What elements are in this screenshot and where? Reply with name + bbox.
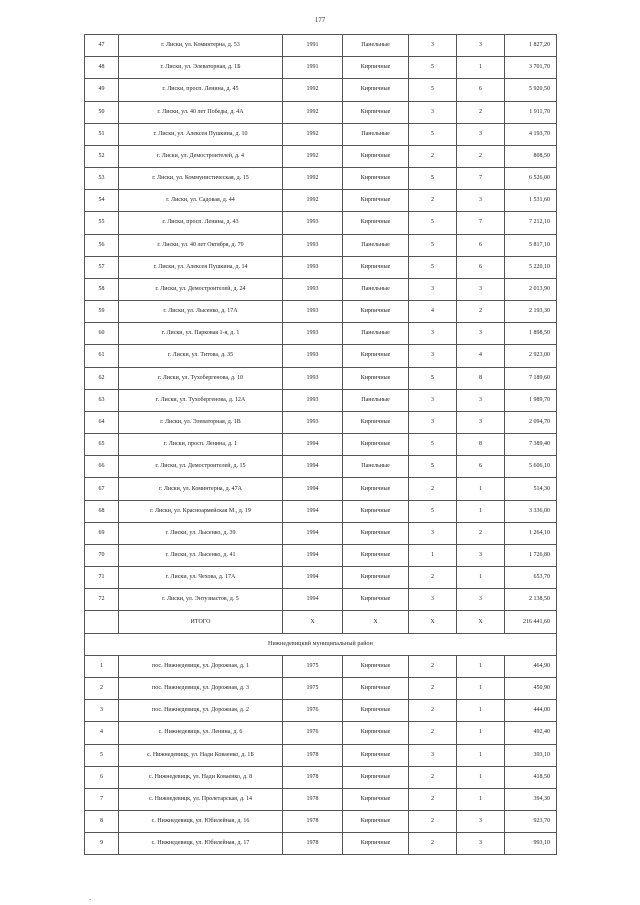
totals-material: X [343, 611, 409, 633]
row-number: 55 [85, 212, 119, 234]
row-address: г. Лиски, ул. Коминтерна, д. 53 [119, 35, 283, 57]
table-row [85, 544, 557, 566]
row-floors: 2 [409, 700, 457, 722]
table-row [85, 190, 557, 212]
table-row [85, 811, 557, 833]
row-year: 1994 [283, 544, 343, 566]
row-entrances: 3 [457, 35, 505, 57]
row-year: 1993 [283, 278, 343, 300]
row-entrances: 3 [457, 411, 505, 433]
row-year: 1994 [283, 434, 343, 456]
row-address: г. Лиски, ул. Демостроителей, д. 4 [119, 145, 283, 167]
row-area: 1 726,80 [505, 544, 557, 566]
row-number: 2 [85, 677, 119, 699]
row-entrances: 1 [457, 500, 505, 522]
table-body-lisky [85, 35, 557, 611]
row-year: 1994 [283, 522, 343, 544]
row-year: 1993 [283, 256, 343, 278]
row-number: 4 [85, 722, 119, 744]
table-row [85, 367, 557, 389]
row-area: 993,10 [505, 833, 557, 855]
row-year: 1978 [283, 811, 343, 833]
row-entrances: 1 [457, 655, 505, 677]
row-number: 71 [85, 567, 119, 589]
row-year: 1994 [283, 567, 343, 589]
row-number: 9 [85, 833, 119, 855]
row-material: Кирпичные [343, 567, 409, 589]
row-material: Панельные [343, 123, 409, 145]
row-area: 1 827,20 [505, 35, 557, 57]
row-area: 2 138,50 [505, 589, 557, 611]
row-year: 1993 [283, 234, 343, 256]
row-area: 5 920,50 [505, 79, 557, 101]
row-area: 394,30 [505, 788, 557, 810]
row-area: 464,90 [505, 655, 557, 677]
row-number: 66 [85, 456, 119, 478]
row-year: 1993 [283, 212, 343, 234]
row-floors: 3 [409, 411, 457, 433]
row-area: 492,40 [505, 722, 557, 744]
totals-label: ИТОГО [119, 611, 283, 633]
row-material: Кирпичные [343, 256, 409, 278]
row-floors: 3 [409, 323, 457, 345]
row-year: 1993 [283, 323, 343, 345]
row-address: с. Нижнедевицк, ул. Ленина, д. 6 [119, 722, 283, 744]
row-address: г. Лиски, ул. Коминтерна, д. 47А [119, 478, 283, 500]
row-entrances: 6 [457, 234, 505, 256]
row-floors: 2 [409, 788, 457, 810]
row-year: 1975 [283, 655, 343, 677]
row-material: Кирпичные [343, 345, 409, 367]
row-entrances: 6 [457, 79, 505, 101]
row-entrances: 3 [457, 323, 505, 345]
row-floors: 2 [409, 833, 457, 855]
row-material: Кирпичные [343, 411, 409, 433]
table-row [85, 323, 557, 345]
row-entrances: 6 [457, 256, 505, 278]
row-address: г. Лиски, ул. Демостроителей, д. 24 [119, 278, 283, 300]
row-area: 2 094,70 [505, 411, 557, 433]
row-year: 1992 [283, 123, 343, 145]
row-area: 808,50 [505, 145, 557, 167]
row-area: 7 189,60 [505, 367, 557, 389]
row-number: 50 [85, 101, 119, 123]
row-address: пос. Нижнедевицк, ул. Дорожная, д. 1 [119, 655, 283, 677]
row-floors: 3 [409, 101, 457, 123]
row-material: Кирпичные [343, 79, 409, 101]
row-area: 2 013,90 [505, 278, 557, 300]
row-year: 1994 [283, 456, 343, 478]
table-row [85, 168, 557, 190]
row-floors: 3 [409, 35, 457, 57]
row-year: 1976 [283, 722, 343, 744]
row-floors: 5 [409, 168, 457, 190]
row-entrances: 1 [457, 567, 505, 589]
row-number: 8 [85, 811, 119, 833]
table-row [85, 301, 557, 323]
row-address: г. Лиски, ул. Элеваторная, д. 1В [119, 411, 283, 433]
row-address: г. Лиски, ул. Парковая 1-я, д. 1 [119, 323, 283, 345]
table-totals [85, 611, 557, 655]
row-floors: 3 [409, 278, 457, 300]
row-address: г. Лиски, ул. 40 лет Победы, д. 4А [119, 101, 283, 123]
row-entrances: 3 [457, 190, 505, 212]
row-material: Кирпичные [343, 478, 409, 500]
table-row [85, 722, 557, 744]
row-material: Кирпичные [343, 722, 409, 744]
row-address: с. Нижнедевицк, ул. Пролетарская, д. 14 [119, 788, 283, 810]
row-number: 7 [85, 788, 119, 810]
row-address: г. Лиски, ул. Коммунистическая, д. 15 [119, 168, 283, 190]
row-year: 1993 [283, 389, 343, 411]
row-floors: 2 [409, 190, 457, 212]
table-row [85, 788, 557, 810]
table-row [85, 766, 557, 788]
row-entrances: 1 [457, 57, 505, 79]
row-material: Кирпичные [343, 589, 409, 611]
bottom-mark: · [89, 896, 92, 904]
row-address: г. Лиски, просп. Ленина, д. 45 [119, 79, 283, 101]
row-floors: 2 [409, 567, 457, 589]
row-area: 1 531,60 [505, 190, 557, 212]
row-year: 1994 [283, 589, 343, 611]
row-number: 67 [85, 478, 119, 500]
row-floors: 2 [409, 145, 457, 167]
row-area: 3 336,00 [505, 500, 557, 522]
row-floors: 3 [409, 744, 457, 766]
row-year: 1992 [283, 101, 343, 123]
row-material: Панельные [343, 456, 409, 478]
row-entrances: 2 [457, 522, 505, 544]
row-floors: 4 [409, 301, 457, 323]
row-year: 1993 [283, 411, 343, 433]
row-year: 1994 [283, 478, 343, 500]
table-row [85, 677, 557, 699]
row-material: Кирпичные [343, 168, 409, 190]
row-number: 72 [85, 589, 119, 611]
row-entrances: 1 [457, 722, 505, 744]
row-area: 653,70 [505, 567, 557, 589]
table-row [85, 256, 557, 278]
row-area: 1 264,10 [505, 522, 557, 544]
row-material: Кирпичные [343, 367, 409, 389]
row-area: 5 606,10 [505, 456, 557, 478]
row-entrances: 2 [457, 301, 505, 323]
row-address: пос. Нижнедевицк, ул. Дорожная, д. 3 [119, 677, 283, 699]
row-material: Кирпичные [343, 700, 409, 722]
row-area: 5 817,10 [505, 234, 557, 256]
row-address: г. Лиски, просп. Ленина, д. 1 [119, 434, 283, 456]
row-entrances: 1 [457, 744, 505, 766]
row-material: Кирпичные [343, 744, 409, 766]
row-area: 5 220,10 [505, 256, 557, 278]
table-row [85, 212, 557, 234]
table-row [85, 434, 557, 456]
row-floors: 5 [409, 57, 457, 79]
table-row [85, 744, 557, 766]
row-entrances: 3 [457, 278, 505, 300]
totals-entrances: X [457, 611, 505, 633]
table-body-nizhnedevitsk [85, 655, 557, 855]
totals-row [85, 611, 557, 633]
row-number: 49 [85, 79, 119, 101]
row-area: 393,10 [505, 744, 557, 766]
row-address: г. Лиски, ул. 40 лет Октября, д. 79 [119, 234, 283, 256]
row-entrances: 4 [457, 345, 505, 367]
row-address: г. Лиски, ул. Тухобергенова, д. 12А [119, 389, 283, 411]
row-entrances: 3 [457, 123, 505, 145]
row-address: г. Лиски, ул. Лысенко, д. 39 [119, 522, 283, 544]
row-material: Панельные [343, 35, 409, 57]
row-entrances: 1 [457, 788, 505, 810]
row-area: 6 526,00 [505, 168, 557, 190]
row-entrances: 2 [457, 101, 505, 123]
table-row [85, 57, 557, 79]
table-row [85, 411, 557, 433]
row-material: Кирпичные [343, 212, 409, 234]
row-number: 68 [85, 500, 119, 522]
row-number: 56 [85, 234, 119, 256]
row-number: 61 [85, 345, 119, 367]
row-address: с. Нижнедевицк, ул. Юбилейная, д. 16 [119, 811, 283, 833]
row-area: 1 989,70 [505, 389, 557, 411]
row-material: Панельные [343, 278, 409, 300]
row-entrances: 6 [457, 456, 505, 478]
row-number: 65 [85, 434, 119, 456]
row-floors: 1 [409, 544, 457, 566]
row-floors: 2 [409, 811, 457, 833]
row-number: 58 [85, 278, 119, 300]
row-area: 1 898,50 [505, 323, 557, 345]
row-entrances: 3 [457, 544, 505, 566]
row-year: 1991 [283, 35, 343, 57]
row-number: 64 [85, 411, 119, 433]
row-number: 69 [85, 522, 119, 544]
row-address: г. Лиски, ул. Лысенко, д. 41 [119, 544, 283, 566]
row-floors: 5 [409, 434, 457, 456]
row-floors: 5 [409, 79, 457, 101]
table-row [85, 700, 557, 722]
row-number: 59 [85, 301, 119, 323]
row-material: Панельные [343, 389, 409, 411]
table-row [85, 345, 557, 367]
row-year: 1976 [283, 700, 343, 722]
table-row [85, 145, 557, 167]
row-number: 54 [85, 190, 119, 212]
table-row [85, 101, 557, 123]
row-floors: 2 [409, 766, 457, 788]
row-year: 1978 [283, 788, 343, 810]
row-address: г. Лиски, ул. Алексея Пушкина, д. 10 [119, 123, 283, 145]
row-floors: 2 [409, 655, 457, 677]
row-material: Кирпичные [343, 101, 409, 123]
row-entrances: 1 [457, 700, 505, 722]
row-area: 418,50 [505, 766, 557, 788]
row-number: 60 [85, 323, 119, 345]
row-year: 1993 [283, 367, 343, 389]
row-material: Кирпичные [343, 500, 409, 522]
row-area: 1 911,70 [505, 101, 557, 123]
row-floors: 5 [409, 367, 457, 389]
table-row [85, 522, 557, 544]
row-floors: 5 [409, 123, 457, 145]
row-material: Панельные [343, 234, 409, 256]
row-material: Кирпичные [343, 544, 409, 566]
row-number: 51 [85, 123, 119, 145]
totals-area: 216 441,60 [505, 611, 557, 633]
row-entrances: 2 [457, 145, 505, 167]
page-number: 177 [314, 16, 326, 24]
table-row [85, 79, 557, 101]
totals-num [85, 611, 119, 633]
row-year: 1992 [283, 190, 343, 212]
row-material: Кирпичные [343, 190, 409, 212]
row-entrances: 7 [457, 212, 505, 234]
row-floors: 2 [409, 677, 457, 699]
row-entrances: 3 [457, 833, 505, 855]
row-number: 1 [85, 655, 119, 677]
row-material: Кирпичные [343, 301, 409, 323]
row-entrances: 1 [457, 478, 505, 500]
row-material: Кирпичные [343, 788, 409, 810]
row-address: г. Лиски, ул. Алексея Пушкина, д. 14 [119, 256, 283, 278]
row-year: 1975 [283, 677, 343, 699]
row-number: 3 [85, 700, 119, 722]
row-material: Кирпичные [343, 677, 409, 699]
row-address: г. Лиски, просп. Ленина, д. 43 [119, 212, 283, 234]
table-row [85, 123, 557, 145]
row-number: 53 [85, 168, 119, 190]
row-area: 4 193,70 [505, 123, 557, 145]
table-row [85, 234, 557, 256]
row-address: г. Лиски, ул. Элеваторная, д. 1Б [119, 57, 283, 79]
row-year: 1978 [283, 833, 343, 855]
row-address: г. Лиски, ул. Титова, д. 35 [119, 345, 283, 367]
row-number: 63 [85, 389, 119, 411]
row-number: 70 [85, 544, 119, 566]
totals-floors: X [409, 611, 457, 633]
row-year: 1978 [283, 766, 343, 788]
row-address: г. Лиски, ул. Энтузиастов, д. 5 [119, 589, 283, 611]
row-number: 47 [85, 35, 119, 57]
row-address: г. Лиски, ул. Красноармейская М., д. 19 [119, 500, 283, 522]
row-entrances: 3 [457, 811, 505, 833]
row-floors: 5 [409, 212, 457, 234]
row-entrances: 1 [457, 677, 505, 699]
row-number: 57 [85, 256, 119, 278]
row-material: Кирпичные [343, 57, 409, 79]
row-material: Кирпичные [343, 655, 409, 677]
row-area: 3 701,70 [505, 57, 557, 79]
row-year: 1993 [283, 345, 343, 367]
row-area: 444,00 [505, 700, 557, 722]
row-entrances: 8 [457, 434, 505, 456]
row-area: 514,30 [505, 478, 557, 500]
section-header: Нижнедевицкий муниципальный район [85, 633, 557, 655]
row-floors: 3 [409, 345, 457, 367]
row-entrances: 3 [457, 589, 505, 611]
table-row [85, 456, 557, 478]
row-material: Кирпичные [343, 833, 409, 855]
row-material: Кирпичные [343, 434, 409, 456]
row-number: 6 [85, 766, 119, 788]
row-address: г. Лиски, ул. Демостроителей, д. 15 [119, 456, 283, 478]
row-floors: 5 [409, 256, 457, 278]
row-material: Кирпичные [343, 145, 409, 167]
row-material: Панельные [343, 323, 409, 345]
housing-table [84, 34, 557, 855]
section-header-row [85, 633, 557, 655]
table-row [85, 500, 557, 522]
row-floors: 3 [409, 389, 457, 411]
row-year: 1992 [283, 168, 343, 190]
row-address: с. Нижнедевицк, ул. Нади Коваенко, д. 8 [119, 766, 283, 788]
table-row [85, 478, 557, 500]
row-entrances: 7 [457, 168, 505, 190]
row-address: с. Нижнедевицк, ул. Юбилейная, д. 17 [119, 833, 283, 855]
row-material: Кирпичные [343, 766, 409, 788]
row-entrances: 8 [457, 367, 505, 389]
table-row [85, 278, 557, 300]
row-year: 1991 [283, 57, 343, 79]
table-row [85, 833, 557, 855]
totals-year: X [283, 611, 343, 633]
row-material: Кирпичные [343, 811, 409, 833]
row-address: г. Лиски, ул. Чехова, д. 17А [119, 567, 283, 589]
row-number: 48 [85, 57, 119, 79]
row-year: 1992 [283, 145, 343, 167]
row-floors: 5 [409, 456, 457, 478]
row-floors: 5 [409, 234, 457, 256]
row-floors: 3 [409, 522, 457, 544]
table-row [85, 567, 557, 589]
row-address: г. Лиски, ул. Лысенко, д. 17А [119, 301, 283, 323]
row-area: 2 193,30 [505, 301, 557, 323]
row-area: 923,70 [505, 811, 557, 833]
row-floors: 5 [409, 500, 457, 522]
row-year: 1978 [283, 744, 343, 766]
row-material: Кирпичные [343, 522, 409, 544]
row-address: с. Нижнедевицк, ул. Нади Коваенко, д. 1Б [119, 744, 283, 766]
table-row [85, 35, 557, 57]
row-year: 1992 [283, 79, 343, 101]
row-area: 450,90 [505, 677, 557, 699]
table-row [85, 589, 557, 611]
row-entrances: 3 [457, 389, 505, 411]
row-area: 7 212,10 [505, 212, 557, 234]
row-floors: 2 [409, 478, 457, 500]
row-address: г. Лиски, ул. Тухобергенова, д. 10 [119, 367, 283, 389]
row-area: 7 389,40 [505, 434, 557, 456]
row-number: 52 [85, 145, 119, 167]
row-floors: 2 [409, 722, 457, 744]
row-address: пос. Нижнедевицк, ул. Дорожная, д. 2 [119, 700, 283, 722]
row-year: 1993 [283, 301, 343, 323]
table-row [85, 389, 557, 411]
row-entrances: 1 [457, 766, 505, 788]
row-year: 1994 [283, 500, 343, 522]
row-area: 2 923,00 [505, 345, 557, 367]
row-floors: 3 [409, 589, 457, 611]
row-number: 62 [85, 367, 119, 389]
row-number: 5 [85, 744, 119, 766]
table-row [85, 655, 557, 677]
row-address: г. Лиски, ул. Садовая, д. 44 [119, 190, 283, 212]
